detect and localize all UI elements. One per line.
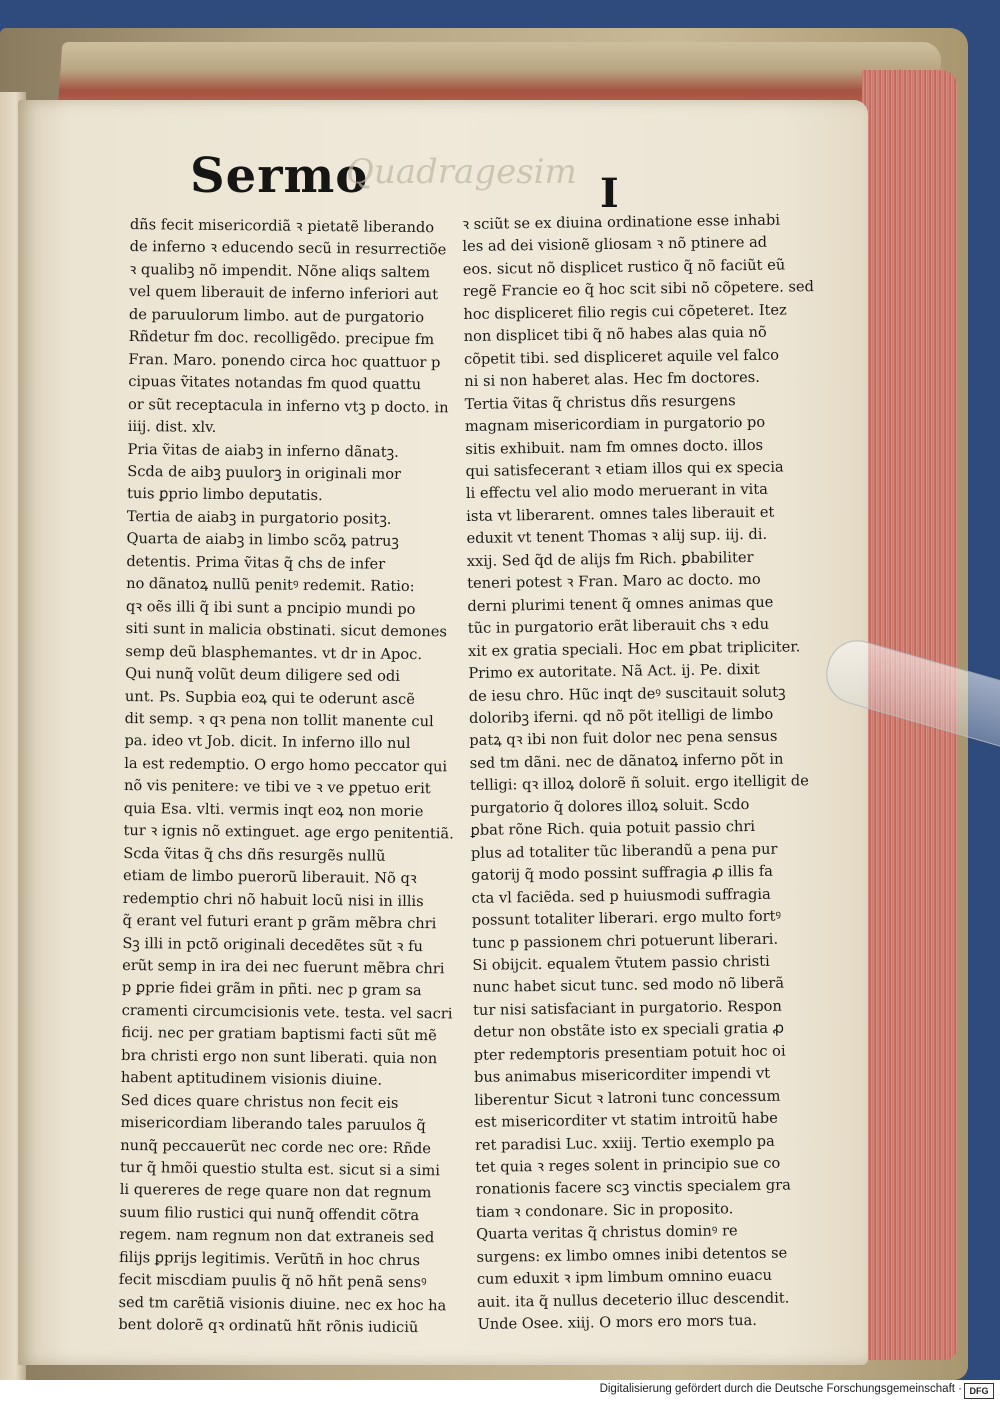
- text-line: erũt semp in ira dei nec fuerunt mẽbra chri: [122, 956, 445, 978]
- text-line: ret paradisi Luc. xxiij. Tertio exemplo pa: [474, 1132, 775, 1154]
- text-line: unt. Ps. Supbia eoꝝ qui te oderunt ascẽ: [124, 687, 415, 708]
- text-line: Tertia ṽitas q̃ christus dñs resurgens: [464, 391, 736, 413]
- text-line: Tertia de aiabꝫ in purgatorio positꝫ.: [126, 507, 392, 528]
- text-line: de paruulorum limbo. aut de purgatorio: [128, 305, 425, 326]
- text-line: regẽ Francie eo q̃ hoc scit sibi nõ cõpetere. sed: [462, 278, 815, 301]
- text-line: tur q̃ hmõi questio stulta est. sicut si a simi: [119, 1158, 441, 1180]
- text-line: la est redemptio. O ergo homo peccator qui: [124, 754, 448, 776]
- text-line: pter redemptoris presentiam potuit hoc oi: [473, 1042, 786, 1064]
- footer-bar: [0, 1380, 1000, 1401]
- text-line: Qui nunq̃ volũt deum diligere sed odi: [125, 665, 401, 685]
- text-line: purgatorio q̃ dolores illoꝝ soluit. Scdo: [470, 795, 750, 817]
- text-line: les ad dei visionẽ gliosam ꝛ nõ ptinere ad: [462, 234, 768, 256]
- text-line: vel quem liberauit de inferno inferiori aut: [129, 283, 439, 304]
- text-line: detur non obstãte isto ex speciali gratia ꝓ: [473, 1019, 785, 1042]
- text-line: magnam misericordiam in purgatorio po: [464, 413, 766, 436]
- text-line: doloribꝫ iferni. qd nõ põt itelligi de limbo: [468, 705, 774, 727]
- text-line: surgens: ex limbo omnes inibi detentos se: [476, 1244, 788, 1266]
- text-line: li quereres de rege quare non dat regnum: [119, 1181, 432, 1202]
- text-line: liberentur Sicut ꝛ latroni tunc concessum: [474, 1087, 781, 1109]
- text-line: Rñdetur fm doc. recolligẽdo. precipue fm: [128, 328, 435, 349]
- text-line: Sed dices quare christus non fecit eis: [120, 1091, 399, 1112]
- text-line: ꝛ sciũt se ex diuina ordinatione esse inhabi: [462, 211, 781, 233]
- text-line: semp deũ blasphemantes. vt dr in Apoc.: [125, 642, 423, 663]
- text-line: suum filio rustici qui nunq̃ offendit cõtra: [119, 1203, 420, 1225]
- text-line: nunq̃ peccauerũt nec corde nec ore: Rñde: [120, 1136, 432, 1157]
- text-line: siti sunt in malicia obstinati. sicut demones: [125, 620, 448, 641]
- text-line: Unde Osee. xiij. O mors ero mors tua.: [477, 1312, 757, 1334]
- text-line: eos. sicut nõ displicet rustico q̃ nõ faciũt eũ: [462, 256, 786, 278]
- text-line: bent dolorẽ qꝛ ordinatũ hñt rõnis iudiciũ: [118, 1316, 419, 1337]
- text-line: fecit miscdiam puulis q̃ nõ hñt penã sensꝰ: [118, 1271, 427, 1292]
- text-line: hoc displiceret filio regis cui cõpeteret. Itez: [463, 301, 787, 323]
- text-line: xit ex gratia speciali. Hoc em ꝑbat tripliciter.: [467, 637, 801, 660]
- text-line: iiij. dist. xlv.: [127, 418, 217, 436]
- text-line: Scda ṽitas q̃ chs dñs resurgẽs nullũ: [123, 844, 386, 865]
- text-line: tuis ꝑprio limbo deputatis.: [126, 485, 323, 505]
- text-line: bus animabus misericorditer impendi vt: [473, 1065, 771, 1087]
- text-line: dñs fecit misericordiã ꝛ pietatẽ liberando: [129, 215, 435, 237]
- dfg-logo: DFG: [964, 1383, 994, 1399]
- text-line: cipuas ṽitates notandas fm quod quattu: [128, 373, 422, 394]
- text-line: nunc habet sicut tunc. sed modo nõ liberã: [472, 974, 785, 997]
- text-line: ronationis facere scꝫ vinctis specialem gra: [475, 1176, 791, 1199]
- text-line: de inferno ꝛ educendo secũ in resurrectiõe: [129, 238, 447, 259]
- text-line: cum eduxit ꝛ ipm limbum omnino euacu: [476, 1267, 773, 1289]
- text-line: cõpetit tibi. sed displiceret aquile vel falco: [463, 346, 780, 368]
- text-line: de iesu chro. Hũc inqt deꝰ suscitauit solutꝫ: [468, 683, 786, 705]
- text-line: ni si non haberet alas. Hec fm doctores.: [464, 369, 760, 391]
- text-line: tur nisi satisfaciant in purgatorio. Respon: [473, 997, 782, 1019]
- text-line: tunc p passionem chri potuerunt liberari.: [472, 930, 779, 952]
- text-line: qui satisfecerant ꝛ etiam illos qui ex specia: [465, 458, 784, 480]
- text-line: dit semp. ꝛ qꝛ pena non tollit manente cul: [124, 709, 434, 731]
- text-line: est misericorditer vt statim introitũ habe: [474, 1109, 778, 1132]
- text-line: Pria ṽitas de aiabꝫ in inferno dãnatꝫ.: [127, 440, 399, 461]
- text-line: tũc in purgatorio erãt liberauit chs ꝛ edu: [467, 615, 770, 638]
- text-line: regem. nam regnum non dat extraneis sed: [119, 1226, 435, 1247]
- text-line: Quarta de aiabꝫ in limbo scõꝝ patruꝫ: [126, 530, 399, 551]
- text-line: Quarta veritas q̃ christus dominꝰ re: [476, 1222, 738, 1244]
- text-line: patꝝ qꝛ ibi non fuit dolor nec pena sensus: [469, 728, 778, 750]
- text-column-right: [462, 209, 828, 1336]
- text-line: bra christi ergo non sunt liberati. quia non: [121, 1046, 438, 1068]
- text-line: ficij. nec per gratiam baptismi facti sũt mẽ: [121, 1024, 437, 1045]
- text-line: detentis. Prima ṽitas q̃ chs de infer: [126, 552, 386, 573]
- text-line: filijs ꝑprijs legitimis. Verũtñ in hoc chrus: [118, 1248, 421, 1269]
- text-line: habent aptitudinem visionis diuine.: [120, 1069, 383, 1089]
- text-line: cta vl faciẽda. sed p huiusmodi suffragia: [471, 885, 771, 907]
- text-line: li effectu vel alio modo meruerant in vita: [465, 481, 768, 503]
- text-line: possunt totaliter liberari. ergo multo fortꝰ: [471, 907, 782, 929]
- text-line: sitis exhibuit. nam fm omnes docto. illos: [465, 436, 764, 458]
- text-line: auit. ita q̃ nullus deceterio illuc descendit.: [477, 1289, 790, 1311]
- text-line: ꝑbat rõne Rich. quia potuit passio chri: [470, 818, 756, 840]
- show-through-text: Quadragesim: [346, 152, 577, 192]
- text-line: plus ad totaliter tũc liberandũ a pena pur: [470, 840, 778, 862]
- text-line: Scda de aibꝫ puulorꝫ in originali mor: [127, 462, 402, 483]
- text-column-left: [118, 214, 461, 1340]
- text-line: nõ vis penitere: ve tibi ve ꝛ ve ꝑpetuo erit: [123, 777, 431, 798]
- text-line: sed tm dãni. nec de dãnatoꝝ inferno põt in: [469, 750, 784, 772]
- text-line: tet quia ꝛ reges solent in principio sue co: [475, 1154, 781, 1176]
- text-line: no dãnatoꝝ nullũ penitꝰ redemit. Ratio:: [126, 575, 415, 596]
- text-line: cramenti circumcisionis vete. testa. vel sacri: [121, 1001, 453, 1023]
- text-line: xxij. Sed q̃d de alijs fm Rich. ꝑbabiliter: [466, 548, 754, 570]
- running-head-title: Sermo: [190, 148, 369, 204]
- text-line: eduxit vt tenent Thomas ꝛ alij sup. iij. di.: [466, 526, 768, 548]
- text-line: ꝛ qualibꝫ nõ impendit. Nõne aliqs saltem: [129, 260, 431, 282]
- funding-credit: Digitalisierung gefördert durch die Deutsche Forschungsgemeinschaft ·: [599, 1383, 962, 1395]
- text-line: pa. ideo vt Job. dicit. In inferno illo nul: [124, 732, 411, 753]
- text-line: Sꝫ illi in pctõ originali decedẽtes sũt ꝛ fu: [122, 934, 424, 955]
- text-line: or sũt receptacula in inferno vtꝫ p docto. in: [127, 395, 449, 416]
- text-line: misericordiam liberando tales paruulos q̃: [120, 1114, 426, 1135]
- text-line: non displicet tibi q̃ nõ habes alas quia nõ: [463, 324, 767, 346]
- text-line: telligi: qꝛ illoꝝ dolorẽ ñ soluit. ergo itelligit de: [469, 772, 809, 795]
- text-line: q̃ erant vel futuri erant p grãm mẽbra chri: [122, 912, 437, 933]
- text-line: tiam ꝛ condonare. Sic in proposito.: [475, 1200, 734, 1221]
- text-line: etiam de limbo puerorũ liberauit. Nõ qꝛ: [122, 867, 417, 888]
- text-line: qꝛ oẽs illi q̃ ibi sunt a pncipio mundi po: [125, 597, 416, 618]
- folio-number: I: [600, 170, 619, 217]
- text-line: Fran. Maro. ponendo circa hoc quattuor p: [128, 350, 441, 371]
- text-line: Primo ex autoritate. Nã Act. ij. Pe. dixit: [468, 660, 760, 683]
- text-line: quia Esa. vlti. vermis inqt eoꝝ non morie: [123, 799, 424, 820]
- text-line: derni plurimi tenent q̃ omnes animas que: [467, 593, 774, 615]
- text-line: gatorij q̃ modo possint suffragia ꝓ illis fa: [471, 862, 774, 885]
- text-line: ista vt liberarent. omnes tales liberauit et: [466, 503, 775, 525]
- text-line: redemptio chri nõ habuit locũ nisi in illis: [122, 889, 424, 910]
- text-line: Si obijcit. equalem ṽtutem passio christi: [472, 952, 770, 974]
- text-line: tur ꝛ ignis nõ extinguet. age ergo penitentiã.: [123, 822, 454, 843]
- text-line: sed tm carẽtiã visionis diuine. nec ex hoc ha: [118, 1293, 447, 1315]
- text-line: p ꝑprie fidei grãm in pñti. nec p gram sa: [121, 979, 422, 1000]
- text-line: teneri potest ꝛ Fran. Maro ac docto. mo: [467, 571, 761, 593]
